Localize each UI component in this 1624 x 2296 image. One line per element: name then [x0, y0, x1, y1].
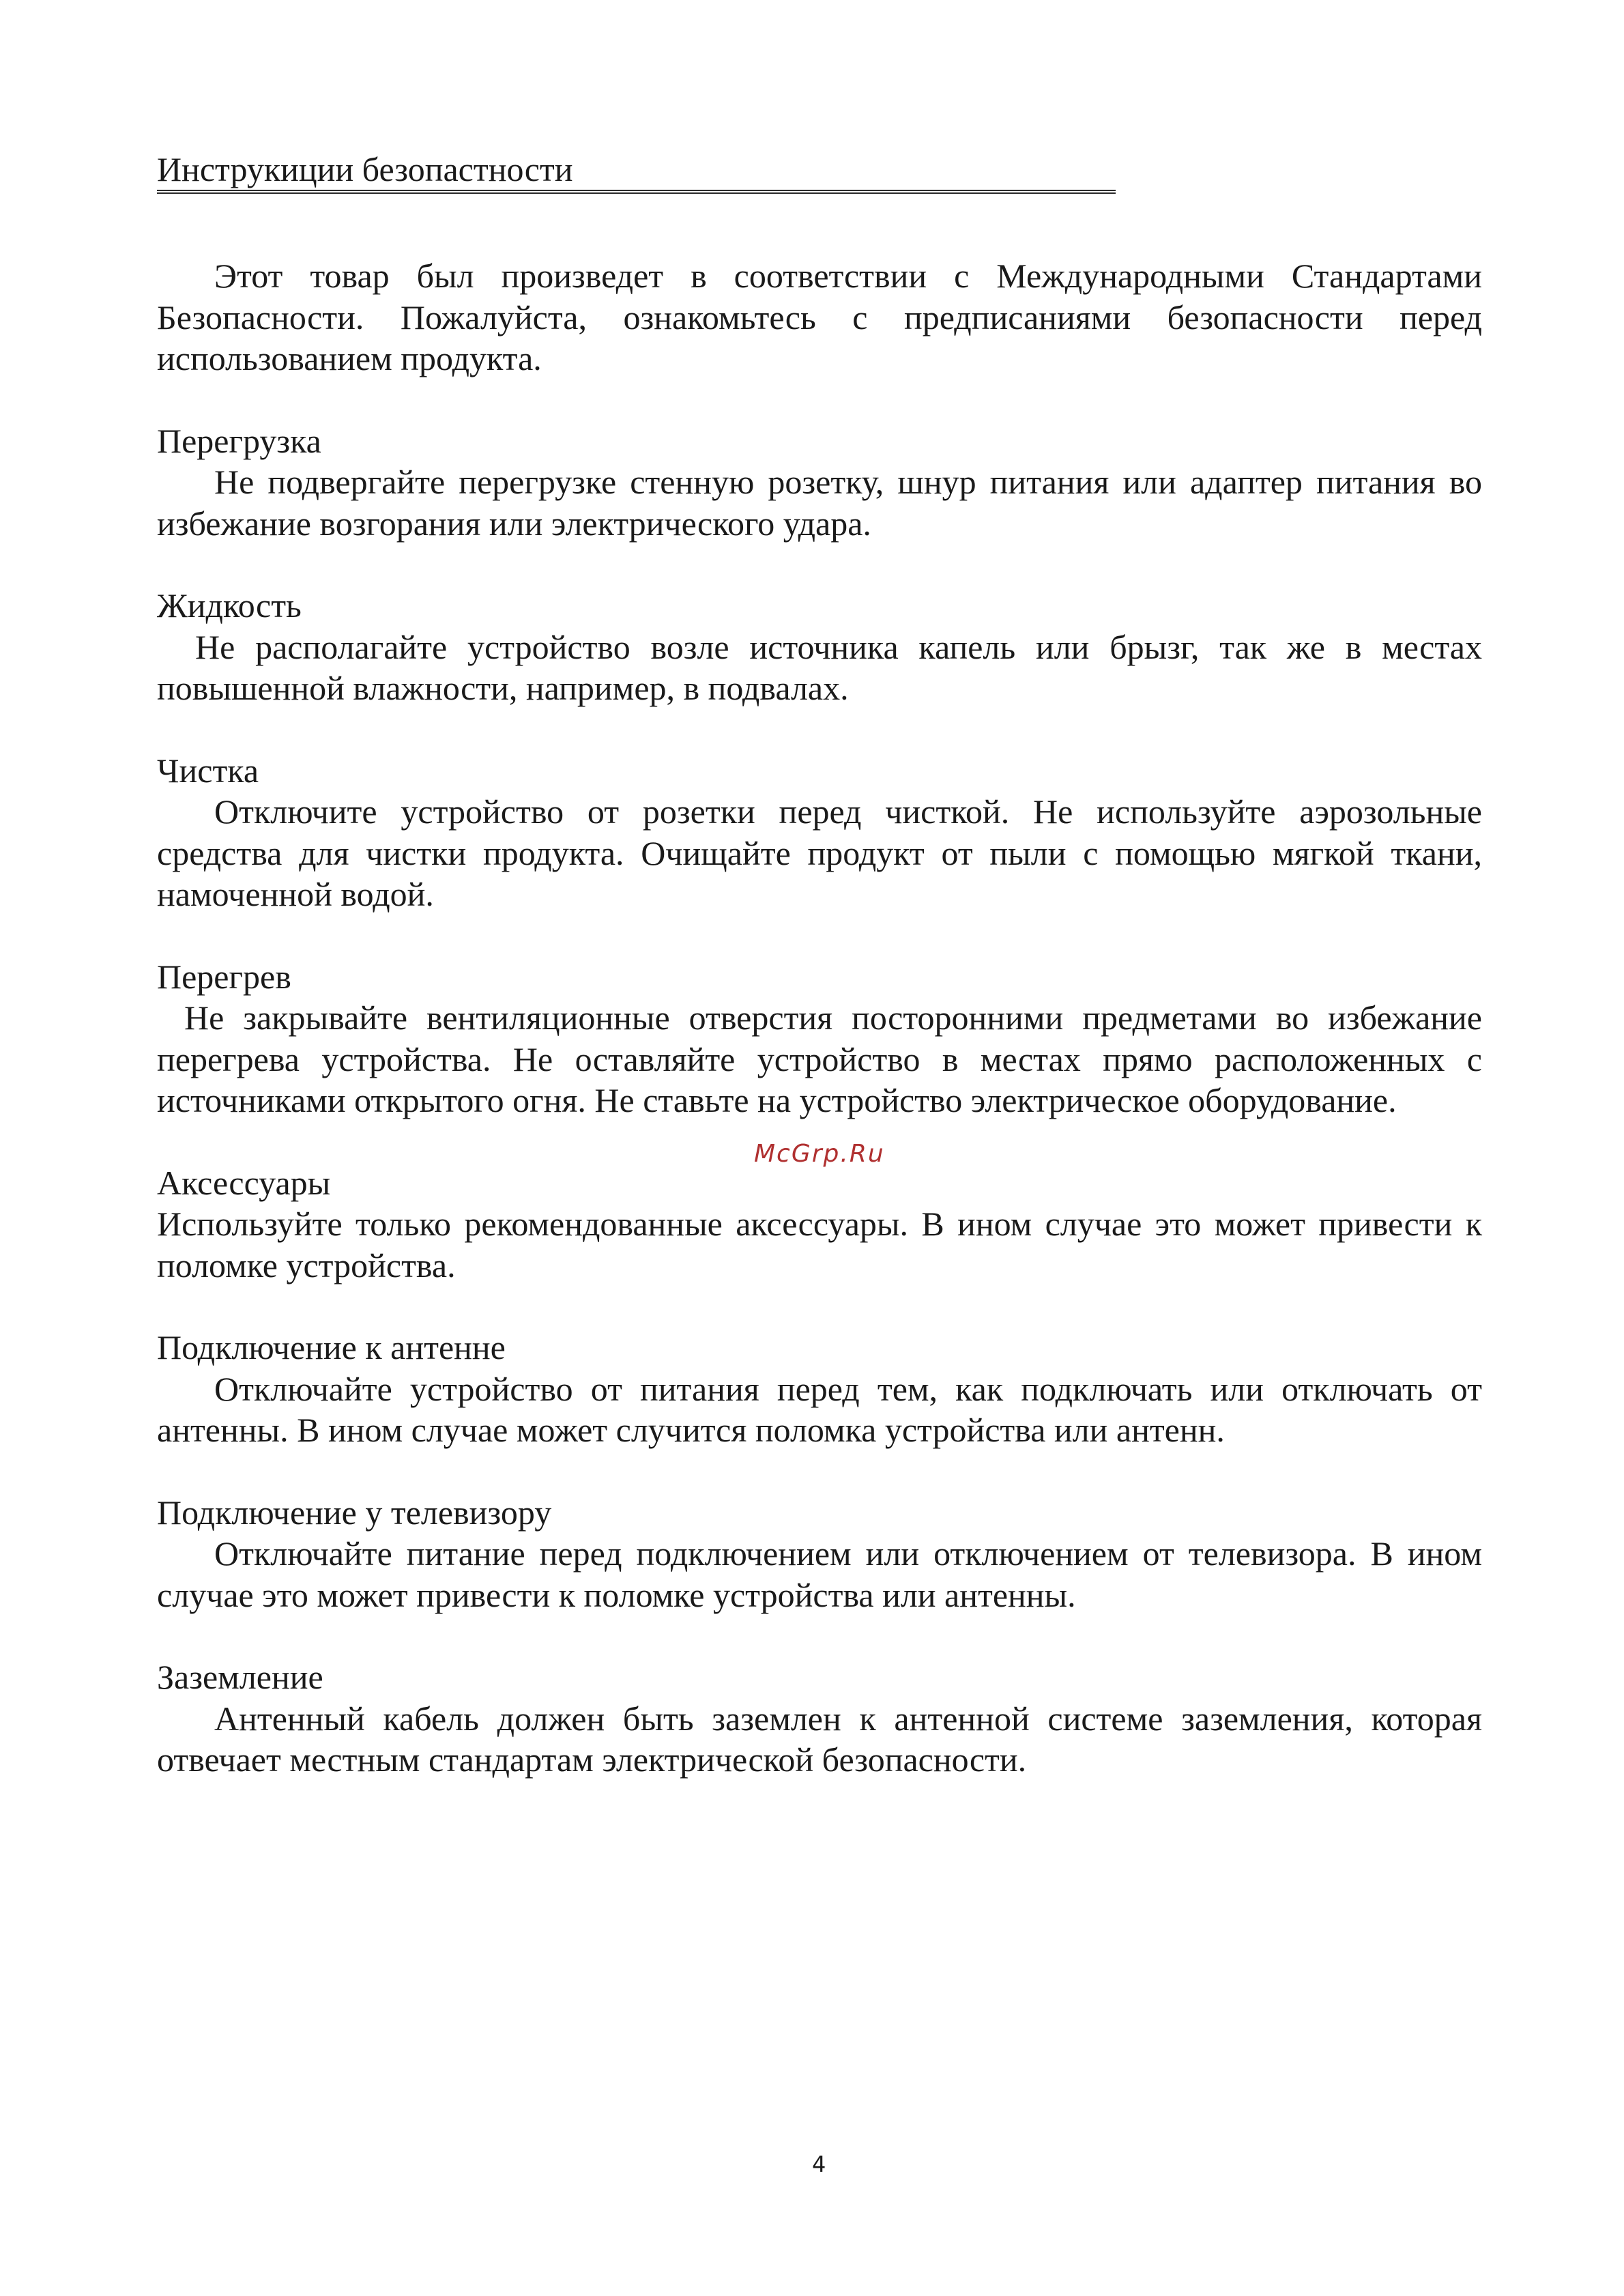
section-text: Отключайте устройство от питания перед тем, как подключать или отключать от антенны. В ином случае может случится поломка устройства или антенн. — [157, 1369, 1482, 1449]
section-heading: Аксессуары — [157, 1163, 331, 1202]
section-heading: Подключение у телевизору — [157, 1493, 552, 1532]
document-content — [157, 149, 1482, 1781]
section-liquid — [157, 585, 1482, 709]
section-text: Не закрывайте вентиляционные отверстия посторонними предметами во избежание перегрева устройства. Не оставляйте устройство в местах прямо расположенных с источниками открытого огня. Не ставьте на устройство электрическое оборудование. — [157, 999, 1482, 1119]
section-heading: Чистка — [157, 751, 259, 790]
intro-paragraph: Этот товар был произведет в соответствии с Международными Стандартами Безопасности. Пожалуйста, ознакомьтесь с предписаниями безопасности перед использованием продукта. — [157, 257, 1482, 377]
section-text: Антенный кабель должен быть заземлен к антенной системе заземления, которая отвечает местным стандартам электрической безопасности. — [157, 1699, 1482, 1779]
page-number: 4 — [812, 2151, 826, 2177]
section-heading: Перегрузка — [157, 421, 321, 460]
section-overload — [157, 420, 1482, 545]
section-grounding — [157, 1656, 1482, 1781]
section-text: Отключите устройство от розетки перед чисткой. Не используйте аэрозольные средства для чистки продукта. Очищайте продукт от пыли с помощью мягкой ткани, намоченной водой. — [157, 792, 1482, 913]
section-text: Используйте только рекомендованные аксессуары. В ином случае это может привести к поломке устройства. — [157, 1205, 1482, 1285]
section-text: Не подвергайте перегрузке стенную розетку, шнур питания или адаптер питания во избежание возгорания или электрического удара. — [157, 463, 1482, 543]
section-overheating — [157, 956, 1482, 1121]
section-antenna-connection — [157, 1327, 1482, 1451]
document-title: Инструкиции безопастности — [157, 149, 1116, 194]
section-cleaning — [157, 750, 1482, 915]
section-text: Не располагайте устройство возле источника капель или брызг, так же в местах повышенной влажности, например, в подвалах. — [157, 627, 1482, 707]
watermark: McGrp.Ru — [754, 1140, 885, 1168]
section-heading: Перегрев — [157, 957, 291, 996]
section-heading: Жидкость — [157, 586, 302, 625]
section-tv-connection — [157, 1492, 1482, 1616]
section-heading: Подключение к антенне — [157, 1328, 506, 1366]
section-accessories — [157, 1162, 1482, 1287]
section-heading: Заземление — [157, 1658, 323, 1696]
section-text: Отключайте питание перед подключением или отключением от телевизора. В ином случае это может привести к поломке устройства или антенны. — [157, 1534, 1482, 1614]
